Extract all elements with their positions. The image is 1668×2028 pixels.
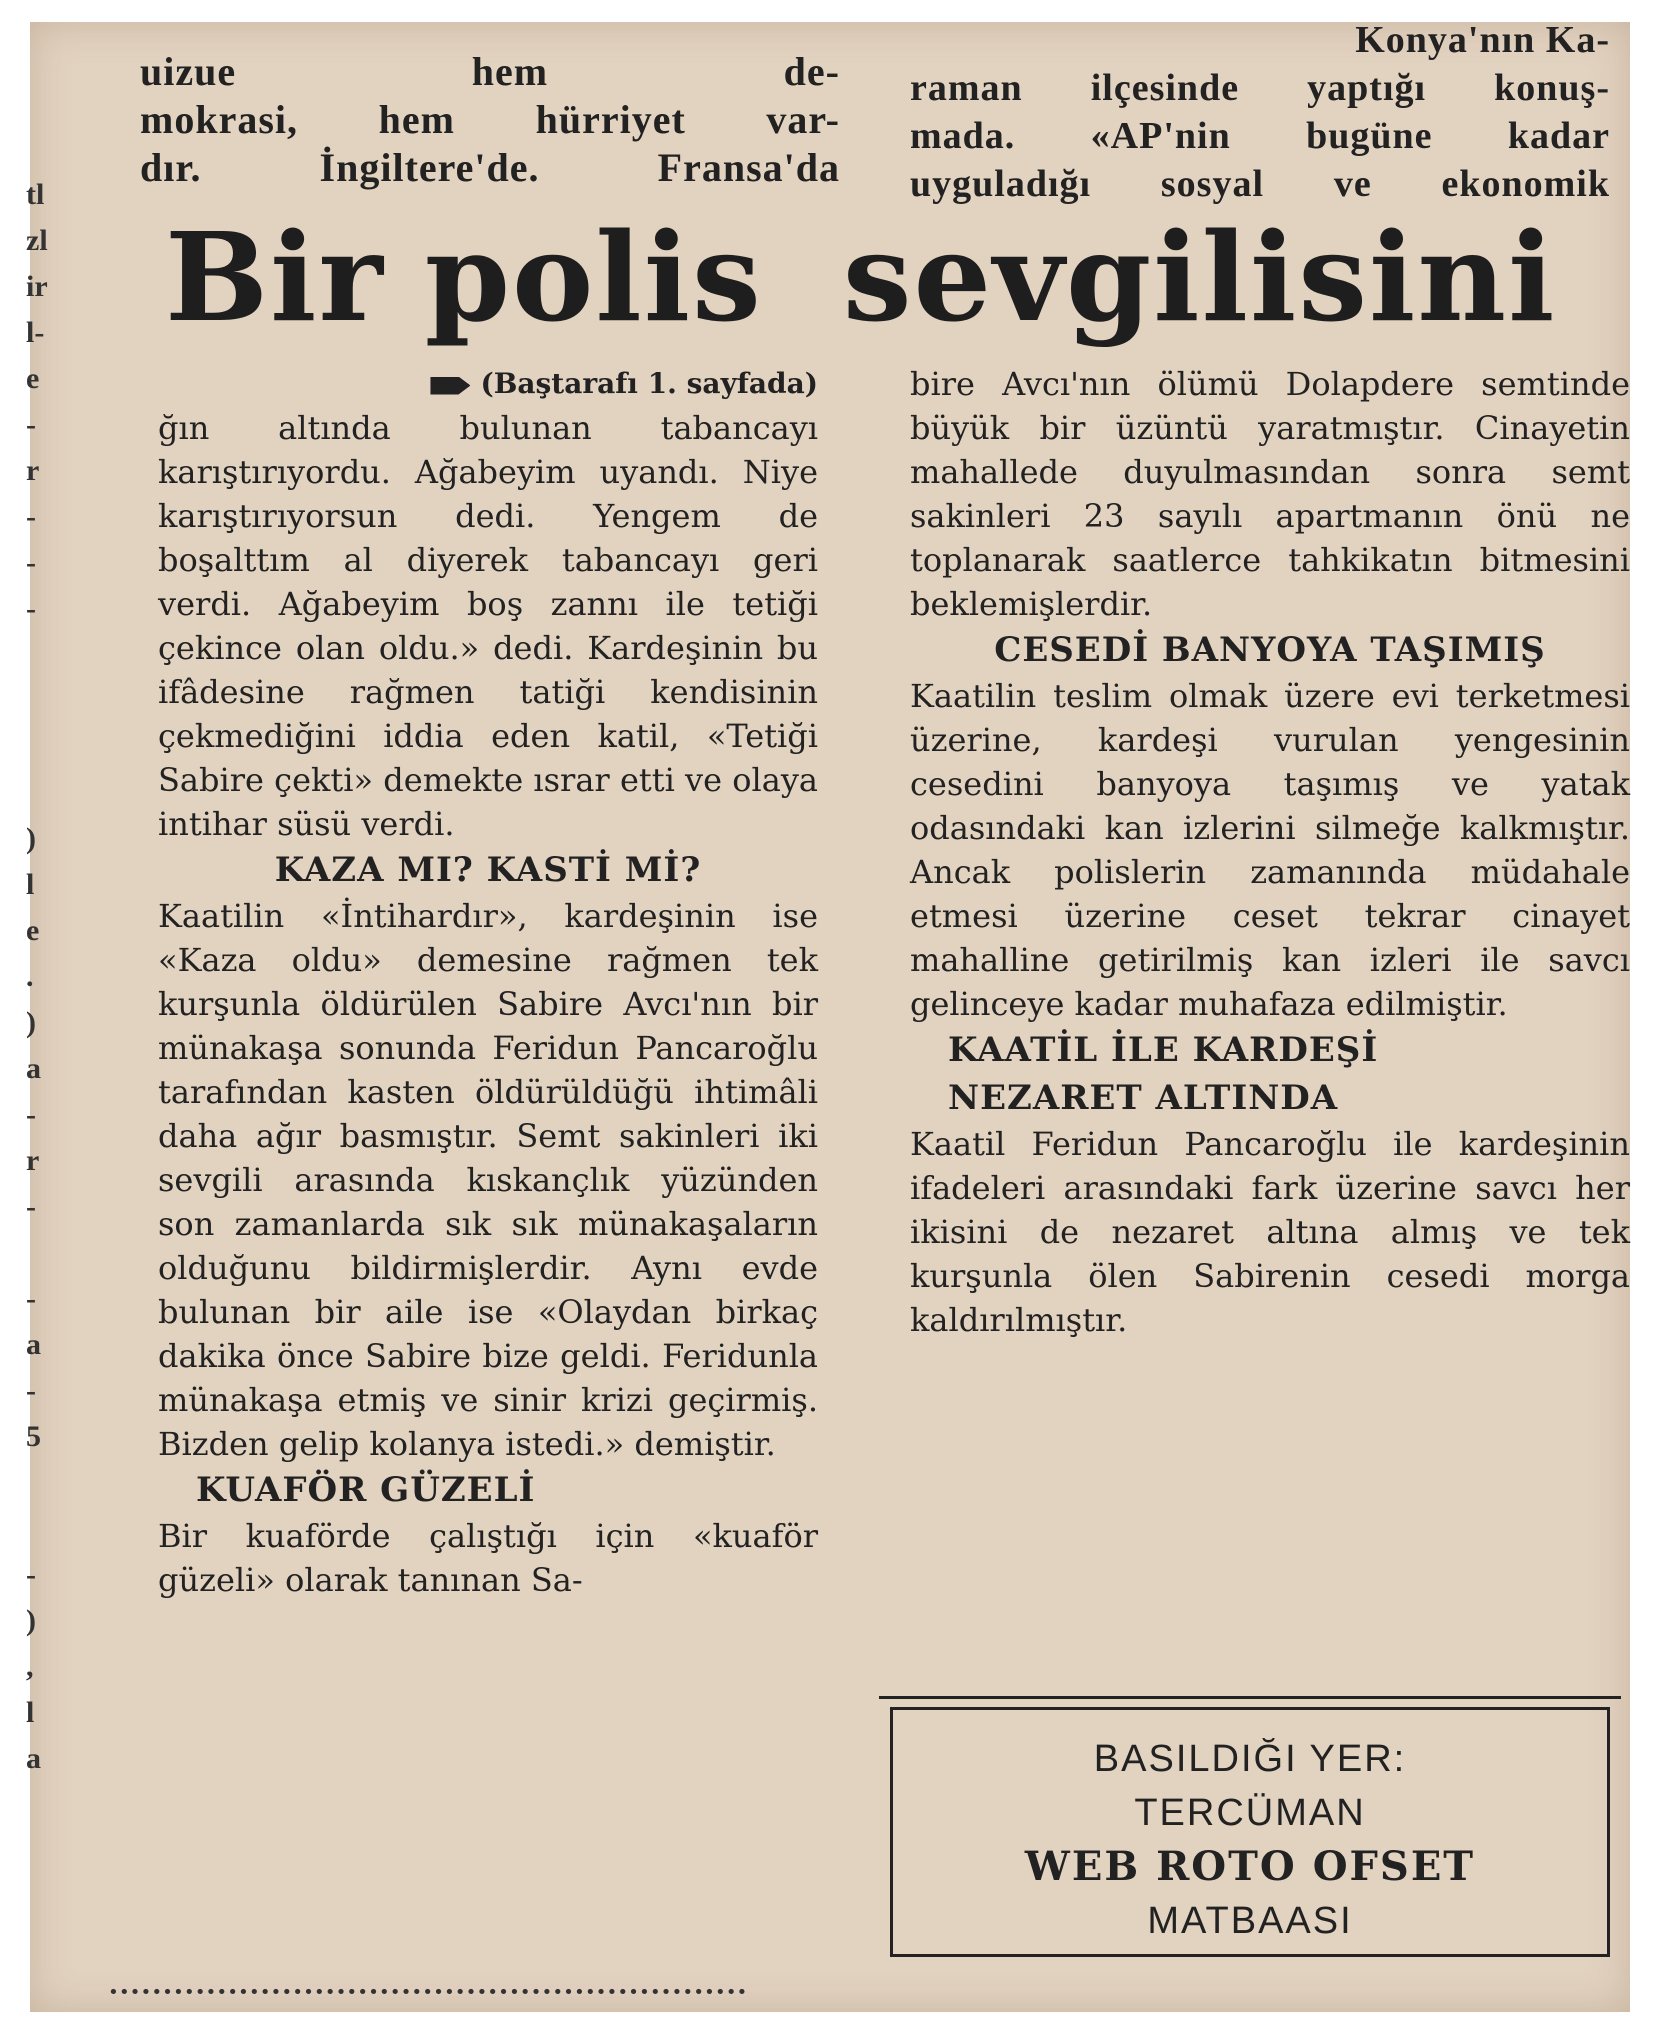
left-column <box>158 362 818 1602</box>
edge-mark: - <box>26 1098 36 1131</box>
top-left-line: mokrasi, hem hürriyet var- <box>140 97 840 142</box>
edge-mark: . <box>26 960 34 993</box>
pointing-hand-icon <box>430 377 470 395</box>
headline-word: polis <box>424 205 763 349</box>
edge-mark: - <box>26 408 36 441</box>
paragraph: Kaatilin «İntihardır», kardeşinin ise «Kaza oldu» demesine rağmen tek kurşunla öldürülen Sabire Avcı'nın bir münakaşa sonunda Feridun Pancaroğlu tarafından kasten öldürüldüğü ihtimâli daha ağır basmıştır. Semt sakinleri iki sevgili arasında kıskançlık yüzünden son zamanlarda sık sık münakaşaların olduğunu bildirmişlerdir. Aynı evde bulunan bir aile ise «Olaydan birkaç dakika önce Sabire bize geldi. Feridunla münakaşa etmiş ve sinir krizi geçirmiş. Bizden gelip kolanya istedi.» demiştir. <box>158 897 818 1463</box>
imprint-line: BASILDIĞI YER: <box>1093 1738 1407 1780</box>
right-column <box>910 362 1630 1342</box>
bottom-ornament-rule: ••••••••••••••••••••••••••••••••••••••••••••••••••••••••••• <box>108 1982 748 2003</box>
edge-mark: tl <box>26 178 45 211</box>
edge-mark: - <box>26 592 36 625</box>
edge-mark: - <box>26 1558 36 1591</box>
edge-mark <box>26 1460 66 1506</box>
edge-mark: - <box>26 1282 36 1315</box>
top-left-line: uizue hem de- <box>140 49 840 94</box>
paragraph: Kaatil Feridun Pancaroğlu ile kardeşinin ifadeleri arasındaki fark üzerine savcı her ikisini de nezaret altına almış ve tek kurşunla ölen Sabirenin cesedi morga kaldırılmıştır. <box>910 1125 1630 1339</box>
newspaper-clipping <box>26 19 1630 2012</box>
top-right-cut-text <box>910 16 1610 208</box>
edge-mark: ir <box>26 270 48 303</box>
edge-mark <box>26 1230 66 1276</box>
edge-mark: - <box>26 500 36 533</box>
headline-word: Bir <box>165 205 385 349</box>
edge-mark <box>26 632 66 678</box>
top-right-line: Konya'nın Ka- <box>1355 19 1610 61</box>
subheading: KAATİL İLE KARDEŞİ <box>948 1030 1379 1070</box>
edge-mark: , <box>26 1650 34 1683</box>
edge-mark: e <box>26 914 40 947</box>
subheading: NEZARET ALTINDA <box>948 1078 1339 1118</box>
edge-mark <box>26 1506 66 1552</box>
subheading: KUAFÖR GÜZELİ <box>196 1470 536 1510</box>
headline <box>165 202 1635 352</box>
edge-mark: l <box>26 868 35 901</box>
edge-mark: a <box>26 1742 41 1775</box>
edge-mark: 5 <box>26 1420 41 1453</box>
edge-mark: l- <box>26 316 45 349</box>
paragraph: bire Avcı'nın ölümü Dolapdere semtinde büyük bir üzüntü yaratmıştır. Cinayetin mahallede duyulmasından sonra semt sakinleri 23 sayılı apartmanın önü ne toplanarak saatlerce tahkikatın bitmesini beklemişlerdir. <box>910 365 1630 623</box>
subheading: CESEDİ BANYOYA TAŞIMIŞ <box>994 630 1546 670</box>
edge-mark: r <box>26 454 40 487</box>
edge-mark: ) <box>26 1006 36 1039</box>
edge-mark: ) <box>26 1604 36 1637</box>
edge-mark: - <box>26 1190 36 1223</box>
edge-mark: a <box>26 1052 41 1085</box>
edge-mark: l <box>26 1696 35 1729</box>
imprint-line: MATBAASI <box>1147 1900 1353 1942</box>
edge-mark: a <box>26 1328 41 1361</box>
subheading: KAZA MI? KASTİ Mİ? <box>274 850 702 890</box>
headline-word: sevgilisini <box>842 205 1557 349</box>
adjacent-column-edge <box>26 172 66 1952</box>
edge-mark: r <box>26 1144 40 1177</box>
edge-mark: ) <box>26 822 36 855</box>
edge-mark: - <box>26 1374 36 1407</box>
paragraph: ğın altında bulunan tabancayı karıştırıyordu. Ağabeyim uyandı. Niye karıştırıyorsun dedi. Yengem de boşalttım al diyerek tabancayı geri verdi. Ağabeyim boş zannı ile tetiği çekince olan oldu.» dedi. Kardeşinin bu ifâdesine rağmen tatiği kendisinin çekmediğini iddia eden katil, «Tetiği Sabire çekti» demekte ısrar etti ve olaya intihar süsü verdi. <box>158 409 818 843</box>
imprint-line: WEB ROTO OFSET <box>1024 1843 1476 1890</box>
edge-mark: zl <box>26 224 48 257</box>
top-right-line: uyguladığı sosyal ve ekonomik <box>910 163 1610 205</box>
continuation-label: (Baştarafı 1. sayfada) <box>480 367 818 400</box>
top-left-line: dır. İngiltere'de. Fransa'da <box>140 145 840 190</box>
edge-mark <box>26 724 66 770</box>
printer-imprint-box <box>890 1707 1610 1957</box>
imprint-line: TERCÜMAN <box>1134 1792 1366 1834</box>
paragraph: Kaatilin teslim olmak üzere evi terketmesi üzerine, kardeşi vurulan yengesinin cesedini banyoya taşımış ve yatak odasındaki kan izlerini silmeğe kalkmıştır. Ancak polislerin zamanında müdahale etmesi üzerine ceset tekrar cinayet mahalline getirilmiş kan izleri ile savcı gelinceye kadar muhafaza edilmiştir. <box>910 677 1630 1023</box>
edge-mark <box>26 678 66 724</box>
top-left-cut-text <box>140 48 840 192</box>
edge-mark: e <box>26 362 40 395</box>
paragraph: Bir kuaförde çalıştığı için «kuaför güzeli» olarak tanınan Sa- <box>158 1517 818 1599</box>
edge-mark: - <box>26 546 36 579</box>
edge-mark <box>26 770 66 816</box>
top-right-line: mada. «AP'nin bugüne kadar <box>910 115 1610 157</box>
continuation-note <box>158 362 818 406</box>
top-right-line: raman ilçesinde yaptığı konuş- <box>910 67 1610 109</box>
